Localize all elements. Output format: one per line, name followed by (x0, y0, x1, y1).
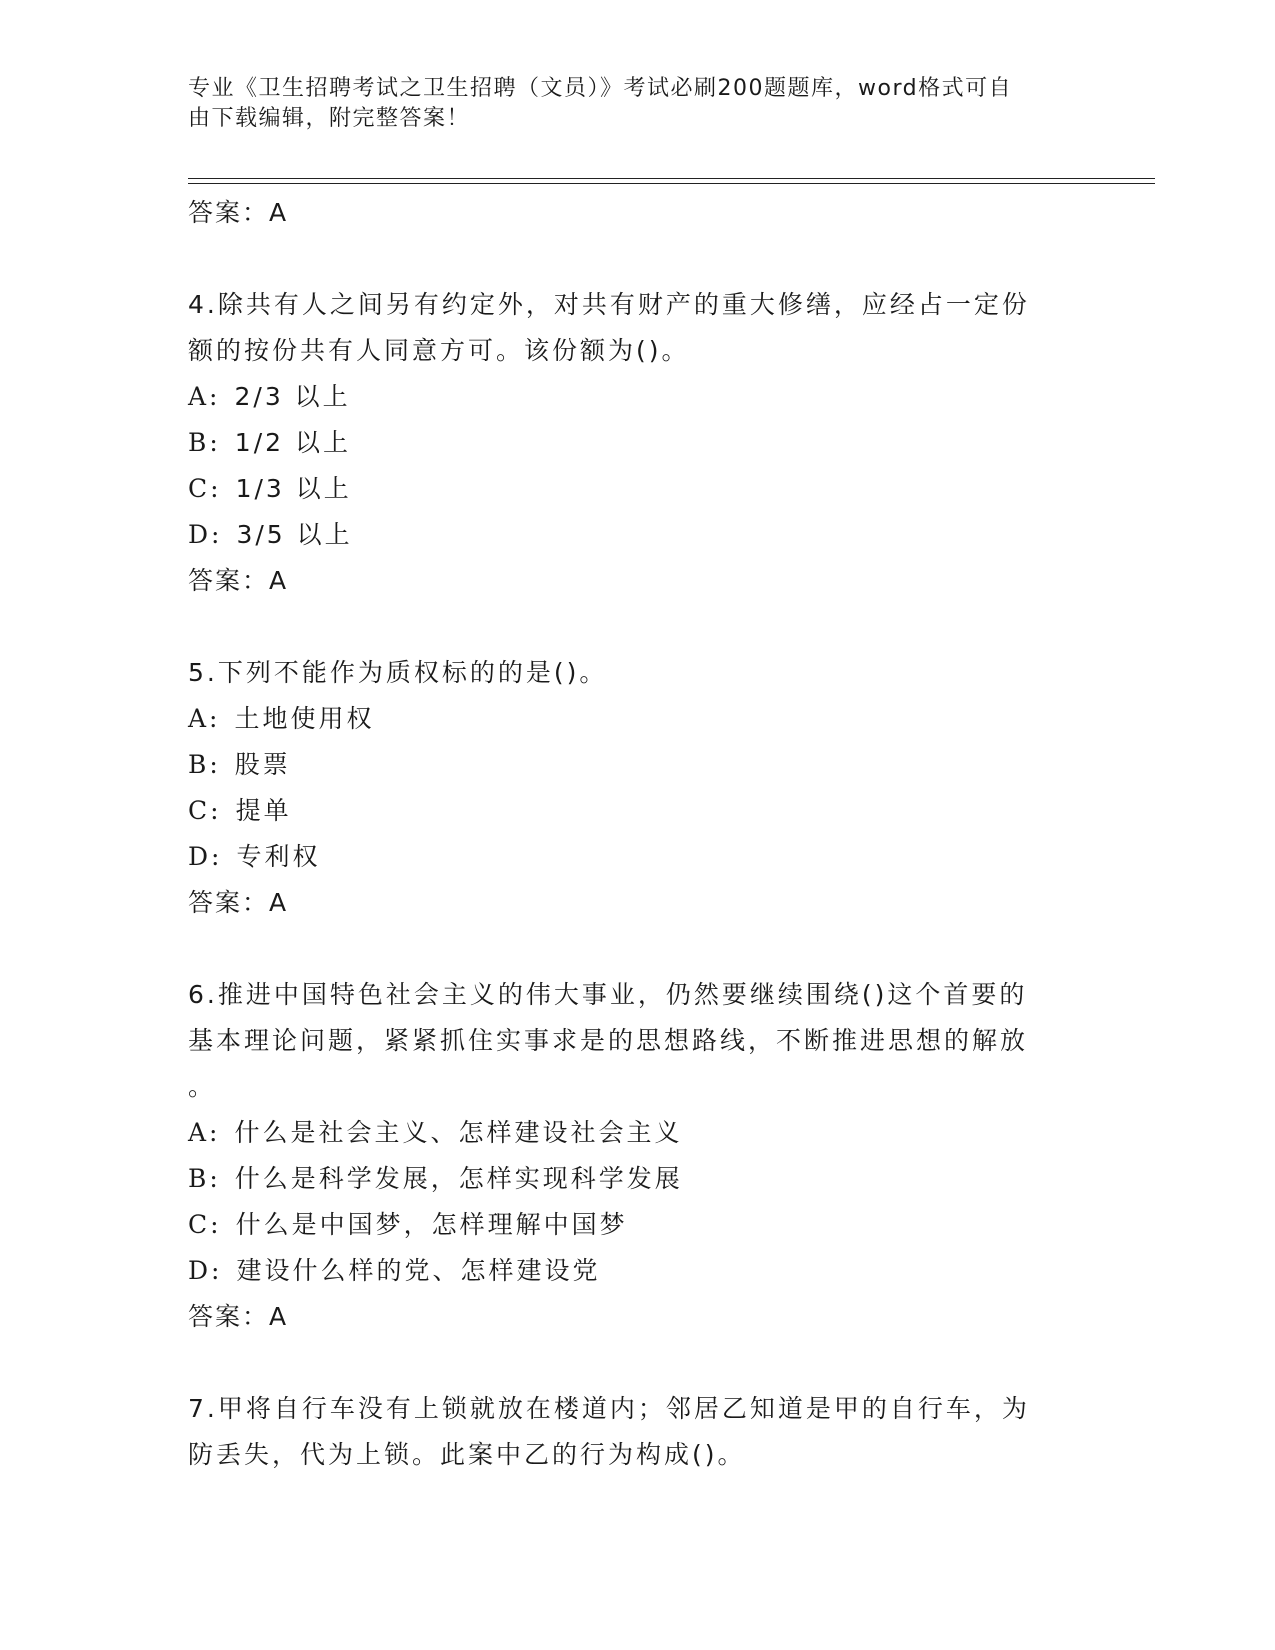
answer-line: 答案：A (188, 1302, 289, 1331)
option-a (188, 696, 1068, 742)
option-text: 什么是科学发展，怎样实现科学发展 (234, 1164, 683, 1193)
option-text: 提单 (235, 796, 292, 825)
spacer (188, 236, 1068, 282)
option-b (188, 1156, 1068, 1202)
document-body (188, 190, 1068, 1478)
option-d (188, 1248, 1068, 1294)
option-text: 3/5 以上 (236, 520, 353, 549)
option-text: 1/3 以上 (235, 474, 352, 503)
option-label: A: (188, 704, 221, 733)
question-text-line: 5.下列不能作为质权标的的是()。 (188, 658, 608, 687)
option-label: D: (188, 1256, 223, 1285)
option-text: 2/3 以上 (234, 382, 351, 411)
option-text: 建设什么样的党、怎样建设党 (236, 1256, 601, 1285)
header-line-1: 专业《卫生招聘考试之卫生招聘（文员）》考试必刷200题题库，word格式可自 (188, 76, 1013, 101)
question-text-line: 基本理论问题，紧紧抓住实事求是的思想路线，不断推进思想的解放 (188, 1026, 1029, 1055)
option-label: B: (188, 750, 221, 779)
option-label: A: (188, 382, 221, 411)
spacer (188, 1340, 1068, 1386)
option-text: 什么是社会主义、怎样建设社会主义 (234, 1118, 683, 1147)
question-7 (188, 1386, 1068, 1478)
option-text: 什么是中国梦，怎样理解中国梦 (235, 1210, 628, 1239)
header-rule-top (188, 178, 1155, 179)
question-4 (188, 282, 1068, 604)
answer-line: 答案：A (188, 566, 289, 595)
option-label: B: (188, 1164, 221, 1193)
option-c (188, 788, 1068, 834)
option-text: 专利权 (236, 842, 321, 871)
option-a (188, 1110, 1068, 1156)
question-text-line: 4.除共有人之间另有约定外，对共有财产的重大修缮，应经占一定份 (188, 290, 1030, 319)
option-label: C: (188, 796, 222, 825)
header-line-2: 由下载编辑，附完整答案！ (188, 106, 471, 131)
option-text: 1/2 以上 (234, 428, 351, 457)
option-text: 土地使用权 (234, 704, 375, 733)
spacer (188, 604, 1068, 650)
question-5 (188, 650, 1068, 926)
option-d (188, 834, 1068, 880)
option-d (188, 512, 1068, 558)
header-rule-bottom (188, 183, 1155, 184)
question-text-line: 6.推进中国特色社会主义的伟大事业，仍然要继续围绕()这个首要的 (188, 980, 1028, 1009)
option-c (188, 1202, 1068, 1248)
question-text-line: 。 (188, 1072, 217, 1101)
answer-line: 答案：A (188, 198, 289, 227)
question-text-line: 额的按份共有人同意方可。该份额为()。 (188, 336, 690, 365)
option-label: C: (188, 474, 222, 503)
option-b (188, 742, 1068, 788)
answer-line: 答案：A (188, 888, 289, 917)
question-text-line: 防丢失，代为上锁。此案中乙的行为构成()。 (188, 1440, 746, 1469)
question-text-line: 7.甲将自行车没有上锁就放在楼道内；邻居乙知道是甲的自行车，为 (188, 1394, 1030, 1423)
question-6 (188, 972, 1068, 1340)
option-label: D: (188, 520, 223, 549)
option-b (188, 420, 1068, 466)
option-text: 股票 (234, 750, 291, 779)
option-c (188, 466, 1068, 512)
spacer (188, 926, 1068, 972)
document-header (188, 74, 1068, 134)
option-label: D: (188, 842, 223, 871)
option-label: A: (188, 1118, 221, 1147)
option-a (188, 374, 1068, 420)
option-label: B: (188, 428, 221, 457)
option-label: C: (188, 1210, 222, 1239)
